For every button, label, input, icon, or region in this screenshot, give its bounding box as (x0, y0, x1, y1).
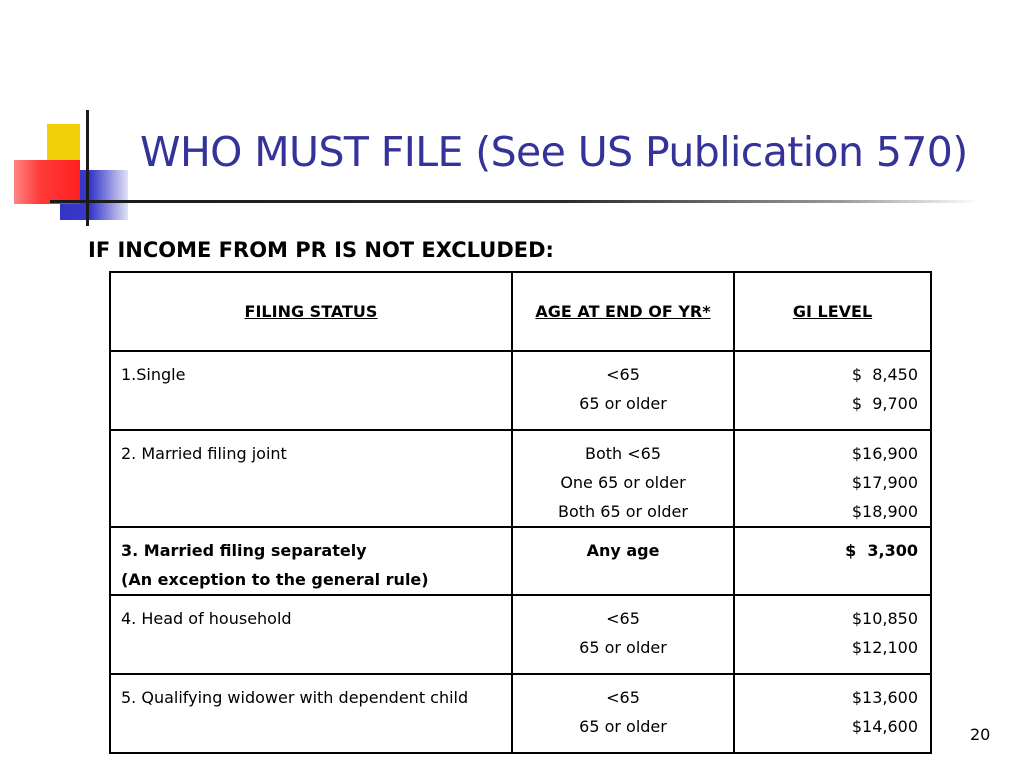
decor-vertical-line (86, 110, 89, 226)
age-cell (512, 351, 734, 430)
gi-level-cell (734, 351, 931, 430)
status-text: 1.Single (121, 365, 186, 384)
status-text: 2. Married filing joint (121, 444, 287, 463)
header-gi-level: GI LEVEL (734, 272, 931, 351)
age-cell (512, 674, 734, 753)
gi-amount: $10,850 (851, 609, 918, 628)
age-text: Any age (586, 541, 660, 560)
slide-subtitle: IF INCOME FROM PR IS NOT EXCLUDED: (88, 238, 554, 262)
age-cell (512, 595, 734, 674)
age-text: <65 (606, 609, 640, 628)
status-text: 5. Qualifying widower with dependent child (121, 688, 469, 707)
age-text: 65 or older (579, 717, 667, 736)
status-text: 3. Married filing separately (121, 541, 367, 560)
header-age: AGE AT END OF YR* (512, 272, 734, 351)
gi-level-cell (734, 674, 931, 753)
age-text: 65 or older (579, 638, 667, 657)
slide-title: WHO MUST FILE (See US Publication 570) (140, 128, 968, 176)
status-cell (110, 674, 512, 753)
status-cell (110, 595, 512, 674)
header-filing-status: FILING STATUS (110, 272, 512, 351)
gi-level-cell (734, 595, 931, 674)
age-text: <65 (606, 365, 640, 384)
status-text: 4. Head of household (121, 609, 292, 628)
age-text: Both 65 or older (558, 502, 688, 521)
table-row (110, 430, 931, 527)
status-cell (110, 430, 512, 527)
age-cell (512, 430, 734, 527)
table-header-row (110, 272, 931, 351)
page-number: 20 (970, 725, 991, 744)
gi-level-cell (734, 430, 931, 527)
age-cell (512, 527, 734, 595)
gi-amount: $ 3,300 (845, 541, 918, 560)
table-row (110, 351, 931, 430)
table-row (110, 595, 931, 674)
age-text: One 65 or older (560, 473, 686, 492)
table-row (110, 527, 931, 595)
gi-amount: $16,900 (851, 444, 918, 463)
status-cell (110, 527, 512, 595)
decor-red-square (14, 160, 80, 204)
age-text: 65 or older (579, 394, 667, 413)
gi-level-cell (734, 527, 931, 595)
gi-amount: $14,600 (851, 717, 918, 736)
title-underline (50, 200, 980, 203)
filing-requirements-table (109, 271, 932, 754)
gi-amount: $17,900 (851, 473, 918, 492)
status-cell (110, 351, 512, 430)
gi-amount: $ 8,450 (851, 365, 918, 384)
status-note: (An exception to the general rule) (121, 570, 429, 589)
gi-amount: $13,600 (851, 688, 918, 707)
age-text: <65 (606, 688, 640, 707)
age-text: Both <65 (584, 444, 662, 463)
gi-amount: $18,900 (851, 502, 918, 521)
table-row (110, 674, 931, 753)
gi-amount: $12,100 (851, 638, 918, 657)
gi-amount: $ 9,700 (851, 394, 918, 413)
